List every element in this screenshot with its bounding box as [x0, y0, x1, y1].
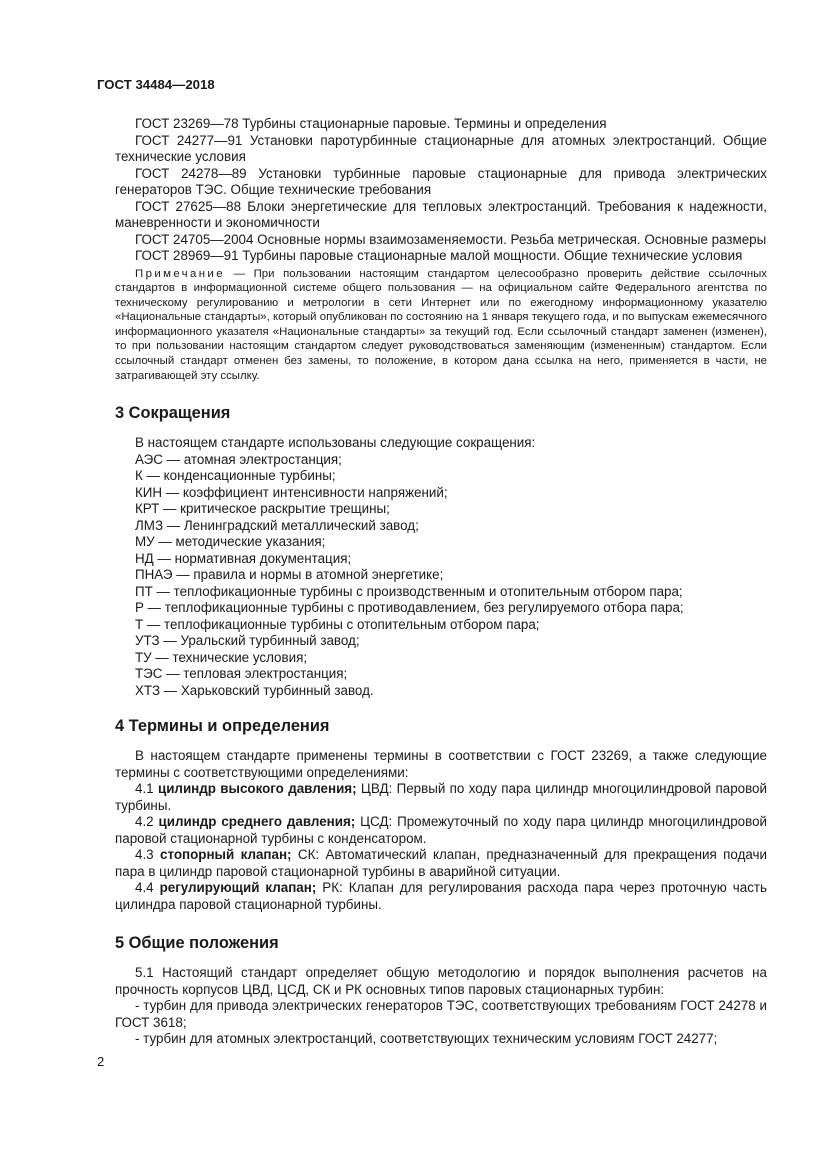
note-label: Примечание — [135, 267, 225, 280]
term-number: 4.3 — [135, 847, 161, 862]
term-number: 4.2 — [135, 814, 159, 829]
list-item: Т — теплофикационные турбины с отопительным отбором пара; — [135, 616, 540, 632]
abbreviations-list — [115, 452, 767, 700]
term-definition — [115, 781, 767, 814]
term-text: СК: Автоматический клапан, предназначенный для прекращения подачи пара в цилиндр паровой стационарной турбины в аварийной ситуации. — [115, 847, 767, 879]
list-item: КРТ — критическое раскрытие трещины; — [135, 501, 390, 516]
reference-item: ГОСТ 24278—89 Установки турбинные паровые стационарные для привода электрических генераторов ТЭС. Общие технические требования — [115, 165, 767, 197]
bullet-item: - турбин для атомных электростанций, соответствующих техническим условиям ГОСТ 24277; — [135, 1031, 718, 1046]
reference-item: ГОСТ 28969—91 Турбины паровые стационарные малой мощности. Общие технические условия — [135, 248, 743, 263]
reference-item: ГОСТ 27625—88 Блоки энергетические для тепловых электростанций. Требования к надежности, маневренности и экономичности — [115, 198, 767, 230]
section-4 — [115, 716, 767, 913]
term-name: стопорный клапан; — [160, 847, 292, 862]
term-text: ЦСД: Промежуточный по ходу пара цилиндр многоцилиндровой паровой стационарной турбины с конденсатором. — [115, 814, 767, 846]
list-item: ПНАЭ — правила и нормы в атомной энергетике; — [135, 567, 444, 582]
list-item: ТУ — технические условия; — [135, 649, 308, 665]
note-text: — При пользовании настоящим стандартом целесообразно проверить действие ссылочных стандартов в информационной системе общего пользования — на официальном сайте Федерального агентства по техническому регулированию и метрологии в сети Интернет или по ежегодному информационному указателю «Национальные стандарты», который опубликован по состоянию на 1 января текущего года, и по выпускам ежемесячного информационного указателя «Национальные стандарты» за текущий год. Если ссылочный стандарт заменен (изменен), то при пользовании настоящим стандартом следует руководствоваться заменяющим (измененным) стандартом. Если ссылочный стандарт отменен без замены, то положение, в котором дана ссылка на него, применяется в части, не затрагивающей эту ссылку. — [115, 267, 767, 382]
reference-item: ГОСТ 24705—2004 Основные нормы взаимозаменяемости. Резьба метрическая. Основные размеры — [135, 231, 767, 247]
section-3-intro: В настоящем стандарте использованы следующие сокращения: — [135, 435, 536, 450]
term-definition — [115, 814, 767, 847]
list-item: ЛМЗ — Ленинградский металлический завод; — [135, 517, 419, 533]
list-item: НД — нормативная документация; — [135, 550, 352, 566]
term-number: 4.4 — [135, 880, 160, 895]
references-block — [115, 116, 767, 383]
page-number: 2 — [97, 1054, 105, 1069]
section-3 — [115, 403, 767, 699]
term-name: цилиндр среднего давления; — [158, 814, 356, 829]
reference-item: ГОСТ 24277—91 Установки паротурбинные стационарные для атомных электростанций. Общие технические условия — [115, 132, 767, 164]
list-item: ТЭС — тепловая электростанция; — [135, 666, 348, 681]
section-5 — [115, 933, 767, 1048]
term-text: РК: Клапан для регулирования расхода пара через проточную часть цилиндра паровой стационарной турбины. — [115, 880, 767, 912]
section-4-title: 4 Термины и определения — [115, 717, 330, 735]
list-item: АЭС — атомная электростанция; — [135, 451, 342, 467]
term-text: ЦВД: Первый по ходу пара цилиндр многоцилиндровой паровой турбины. — [115, 781, 767, 813]
term-name: регулирующий клапан; — [159, 880, 317, 895]
section-5-paragraph: 5.1 Настоящий стандарт определяет общую методологию и порядок выполнения расчетов на прочность корпусов ЦВД, ЦСД, СК и РК основных типов паровых стационарных турбин: — [115, 965, 767, 997]
section-5-title: 5 Общие положения — [115, 934, 279, 952]
term-number: 4.1 — [135, 781, 158, 796]
document-code: ГОСТ 34484—2018 — [97, 77, 215, 92]
note-paragraph — [115, 267, 767, 384]
term-name: цилиндр высокого давления; — [157, 781, 357, 796]
term-definition — [115, 880, 767, 913]
list-item: ХТЗ — Харьковский турбинный завод. — [135, 682, 374, 698]
list-item: Р — теплофикационные турбины с противодавлением, без регулируемого отбора пара; — [135, 600, 684, 615]
bullet-item: - турбин для привода электрических генераторов ТЭС, соответствующих требованиям ГОСТ 24278 и ГОСТ 3618; — [115, 998, 767, 1030]
list-item: МУ — методические указания; — [135, 534, 326, 549]
section-4-intro: В настоящем стандарте применены термины в соответствии с ГОСТ 23269, а также следующие термины с соответствующими определениями: — [115, 748, 767, 780]
section-3-title: 3 Сокращения — [115, 404, 231, 422]
list-item: ПТ — теплофикационные турбины с производственным и отопительным отбором пара; — [135, 583, 683, 599]
list-item: К — конденсационные турбины; — [135, 468, 336, 483]
list-item: УТЗ — Уральский турбинный завод; — [135, 633, 360, 648]
list-item: КИН — коэффициент интенсивности напряжений; — [135, 484, 448, 500]
reference-item: ГОСТ 23269—78 Турбины стационарные паровые. Термины и определения — [135, 116, 607, 131]
term-definition — [115, 847, 767, 880]
